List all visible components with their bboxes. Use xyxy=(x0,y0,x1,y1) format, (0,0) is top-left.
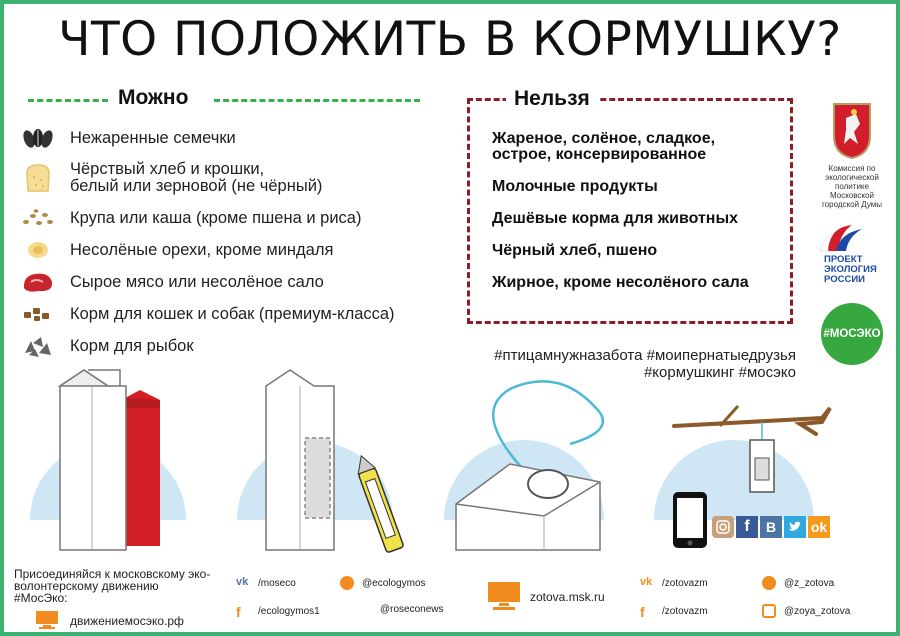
footer xyxy=(0,566,900,632)
ecologymos-twitter-label: @ecologymos xyxy=(362,577,426,589)
dashed-line xyxy=(28,99,108,102)
vk-icon: vk xyxy=(236,576,249,588)
instagram-icon xyxy=(762,604,776,618)
allowed-item xyxy=(18,330,438,362)
bread-icon xyxy=(18,163,58,193)
zotovazm-vk[interactable] xyxy=(640,576,708,590)
z-zotova-twitter[interactable] xyxy=(762,576,834,590)
website-link[interactable]: движениемосэко.рф xyxy=(70,614,184,628)
allowed-item-text: Чёрствый хлеб и крошки, белый или зерновой (не чёрный) xyxy=(70,160,323,195)
moscow-coat-of-arms-icon xyxy=(832,100,872,160)
facebook-icon: f xyxy=(640,604,645,620)
vk-icon: vk xyxy=(640,576,653,588)
pet-food-icon xyxy=(18,299,58,329)
phone-icon xyxy=(670,490,710,550)
facebook-icon[interactable]: f xyxy=(736,516,758,538)
roseconews-label: @roseconews xyxy=(380,604,444,615)
social-icons-row xyxy=(712,516,830,538)
allowed-item-text: Нежаренные семечки xyxy=(70,128,236,147)
allowed-item xyxy=(18,154,438,202)
feeder-steps-illustration xyxy=(0,360,900,570)
forbidden-item: Молочные продукты xyxy=(492,178,658,195)
grain-icon xyxy=(18,203,58,233)
meat-icon xyxy=(18,267,58,297)
forbidden-list xyxy=(492,131,782,307)
step-3-feeder xyxy=(444,381,604,550)
page-title: ЧТО ПОЛОЖИТЬ В КОРМУШКУ? xyxy=(58,12,842,67)
zoya-zotova-label: @zoya_zotova xyxy=(784,605,851,617)
forbidden-item: Дешёвые корма для животных xyxy=(492,210,739,227)
allowed-header xyxy=(28,86,420,112)
ecology-project-logo xyxy=(812,221,892,291)
allowed-label: Можно xyxy=(110,86,196,110)
allowed-item xyxy=(18,298,438,330)
partner-logos xyxy=(812,100,892,365)
forbidden-item: Жареное, солёное, сладкое, острое, консервированное xyxy=(492,130,716,163)
roseconews[interactable] xyxy=(380,604,444,615)
allowed-item xyxy=(18,266,438,298)
mosec-logo: #МОСЭКО xyxy=(821,303,883,365)
dashed-line xyxy=(214,99,420,102)
step-2-cut-carton xyxy=(237,370,404,553)
computer-icon xyxy=(486,580,522,612)
allowed-item-text: Крупа или каша (кроме пшена и риса) xyxy=(70,208,362,227)
step-1-cartons xyxy=(30,370,186,550)
twitter-icon xyxy=(340,576,354,590)
allowed-item-text: Корм для кошек и собак (премиум-класса) xyxy=(70,304,395,323)
allowed-item-text: Несолёные орехи, кроме миндаля xyxy=(70,240,334,259)
allowed-list xyxy=(18,122,438,362)
moseco-vk-label: /moseco xyxy=(258,577,296,589)
ecologymos1-facebook[interactable] xyxy=(236,604,320,618)
forbidden-item: Жирное, кроме несолёного сала xyxy=(492,274,749,291)
fish-food-icon xyxy=(18,331,58,361)
odnoklassniki-icon[interactable]: ok xyxy=(808,516,830,538)
z-zotova-twitter-label: @z_zotova xyxy=(784,577,835,589)
moseco-vk[interactable] xyxy=(236,576,296,590)
hashtags: #птицамнужназабота #моипернатыедрузья #кормушкинг #мосэко xyxy=(494,347,796,381)
sunflower-seeds-icon xyxy=(18,123,58,153)
twitter-icon[interactable] xyxy=(784,516,806,538)
vk-icon[interactable]: B xyxy=(760,516,782,538)
allowed-item xyxy=(18,234,438,266)
ecologymos-twitter[interactable] xyxy=(340,576,426,590)
ecology-project-text: ПРОЕКТ ЭКОЛОГИЯ РОССИИ xyxy=(824,254,877,285)
allowed-item-text: Корм для рыбок xyxy=(70,336,194,355)
computer-icon xyxy=(34,610,60,630)
zotovazm-vk-label: /zotovazm xyxy=(662,577,708,589)
commission-text: Комиссия по экологической политике Московской городской Думы xyxy=(821,164,883,209)
forbidden-label: Нельзя xyxy=(506,87,598,111)
twitter-icon xyxy=(762,576,776,590)
allowed-item-text: Сырое мясо или несолёное сало xyxy=(70,272,324,291)
allowed-item xyxy=(18,122,438,154)
zotovazm-facebook[interactable] xyxy=(640,604,708,618)
nut-icon xyxy=(18,235,58,265)
forbidden-box xyxy=(467,87,793,324)
zoya-zotova-instagram[interactable] xyxy=(762,604,850,618)
forbidden-item: Чёрный хлеб, пшено xyxy=(492,242,658,259)
zotova-website-link[interactable]: zotova.msk.ru xyxy=(530,590,605,604)
allowed-item xyxy=(18,202,438,234)
zotovazm-facebook-label: /zotovazm xyxy=(662,605,708,617)
ecologymos1-facebook-label: /ecologymos1 xyxy=(258,605,320,617)
instagram-icon[interactable] xyxy=(712,516,734,538)
join-text: Присоединяйся к московскому эко-волонтерскому движению #МосЭко: xyxy=(14,567,211,605)
facebook-icon: f xyxy=(236,604,241,620)
